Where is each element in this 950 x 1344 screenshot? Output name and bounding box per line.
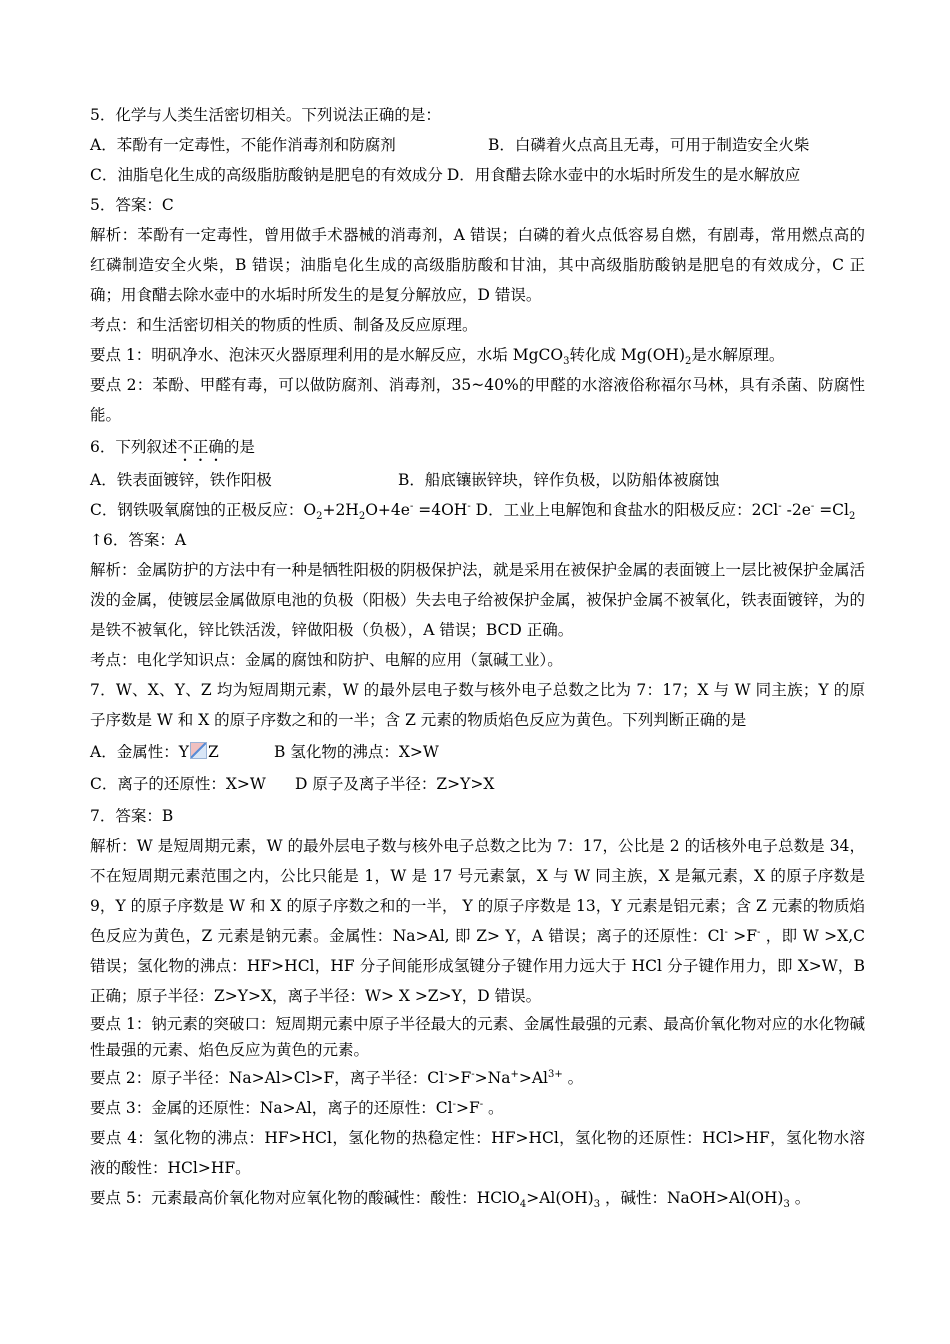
q7-point-1: 要点 1：钠元素的突破口：短周期元素中原子半径最大的元素、金属性最强的元素、最高价氧化物对应的水化物碱性最强的元素、焰色反应为黄色的元素。	[90, 1015, 865, 1059]
q7-option-b: B 氢化物的沸点：X>W	[274, 743, 439, 761]
q7-point-3: 要点 3：金属的还原性：Na>Al，离子的还原性：Cl->F- 。	[90, 1098, 504, 1117]
q5-point-1: 要点 1：明矾净水、泡沫灭火器原理利用的是水解反应，水垢 MgCO$_3$转化成 $Mg(OH)_2$是水解原理。	[90, 346, 785, 368]
q6-answer: ↑6．答案：A	[90, 531, 187, 549]
q6-analysis: 解析：金属防护的方法中有一种是牺牲阳极的阴极保护法，就是采用在被保护金属的表面镀上一层比被保护金属活泼的金属，使镀层金属做原电池的负极（阳极）失去电子给被保护金属，被保护金属不被氧化，铁表面镀锌，为的是铁不被氧化，锌比铁活泼，锌做阳极（负极），A 错误；BCD 正确。	[90, 561, 866, 639]
q7-option-d: D 原子及离子半径：Z>Y>X	[295, 775, 495, 793]
q7-option-c: C．离子的还原性：X>W	[90, 775, 266, 793]
q5-option-c: C．油脂皂化生成的高级脂肪酸钠是肥皂的有效成分	[90, 166, 443, 184]
document-page	[90, 100, 865, 1213]
q5-point-2: 要点 2：苯酚、甲醛有毒，可以做防腐剂、消毒剂，35~40%的甲醛的水溶液俗称福尔马林，具有杀菌、防腐性能。	[90, 376, 865, 424]
q6-options-row-2	[90, 495, 865, 525]
q5-options-row-2	[90, 160, 865, 190]
q7-answer: 7．答案：B	[90, 807, 174, 825]
q7-option-a: A．金属性：Y Z	[90, 743, 219, 761]
q7-options-row-1	[90, 737, 865, 767]
q5-option-b: B．白磷着火点高且无毒，可用于制造安全火柴	[488, 136, 810, 154]
q6-stem: 6．下列叙述不正确的是	[90, 438, 255, 456]
q5-stem: 5．化学与人类生活密切相关。下列说法正确的是：	[90, 106, 441, 124]
q6-options-row-1	[90, 465, 865, 495]
q6-option-c: C．钢铁吸氧腐蚀的正极反应：$O_2+2H_2O+4e^- =4OH^-$	[90, 500, 471, 523]
q7-point-4: 要点 4：氢化物的沸点：HF>HCl，氢化物的热稳定性：HF>HCl，氢化物的还原性：HCl>HF，氢化物水溶液的酸性：HCl>HF。	[90, 1129, 865, 1177]
q5-options-row-1	[90, 130, 865, 160]
broken-image-icon	[190, 742, 207, 759]
q7-options-row-2	[90, 769, 865, 799]
q7-point-5: 要点 5：元素最高价氧化物对应氧化物的酸碱性：酸性：$HClO_4>Al(OH)_3$ ，碱性：$NaOH>Al(OH)_3$ 。	[90, 1189, 811, 1211]
q7-analysis: 解析：W 是短周期元素，W 的最外层电子数与核外电子总数之比为 7：17，公比是 2 的话核外电子总数是 34，不在短周期元素范围之内，公比只能是 1，W 是 17 号元素氯，X 与 W 同主族，X 是氟元素，X 的原子序数是 9，Y 的原子序数是 W 和 X 的原子序数之和的一半， Y 的原子序数是 13，Y 元素是铝元素；含 Z 元素的物质焰色反应为黄色，Z 元素是钠元素。金属性：Na>Al, 即 Z> Y，A 错误；离子的还原性：Cl- >F- ，即 W >X,C 错误；氢化物的沸点：HF>HCl，HF 分子间能形成氢键分子键作用力远大于 HCl 分子键作用力，即 X>W，B 正确；原子半径：Z>Y>X，离子半径：W> X >Z>Y，D 错误。	[90, 837, 865, 1005]
q5-option-a: A．苯酚有一定毒性，不能作消毒剂和防腐剂	[90, 136, 396, 154]
q5-kaodian: 考点：和生活密切相关的物质的性质、制备及反应原理。	[90, 316, 478, 334]
q7-stem: 7．W、X、Y、Z 均为短周期元素，W 的最外层电子数与核外电子总数之比为 7：17；X 与 W 同主族；Y 的原子序数是 W 和 X 的原子序数之和的一半；含 Z 元素的物质焰色反应为黄色。下列判断正确的是	[90, 681, 865, 729]
q6-option-a: A．铁表面镀锌，铁作阳极	[90, 471, 272, 489]
emphasis-not-correct: 不正确	[177, 438, 224, 456]
q6-option-b: B．船底镶嵌锌块，锌作负极，以防船体被腐蚀	[398, 471, 720, 489]
q6-option-d: D．工业上电解饱和食盐水的阳极反应：2Cl- $-2e^- =Cl_2$	[470, 500, 856, 523]
q5-analysis: 解析：苯酚有一定毒性，曾用做手术器械的消毒剂，A 错误；白磷的着火点低容易自燃，有剧毒，常用燃点高的红磷制造安全火柴，B 错误；油脂皂化生成的高级脂肪酸和甘油，其中高级脂肪酸钠是肥皂的有效成分，C 正确；用食醋去除水壶中的水垢时所发生的是复分解放应，D 错误。	[90, 226, 865, 304]
q7-point-2: 要点 2：原子半径：Na>Al>Cl>F，离子半径：$Cl^->F^->Na^+>Al^{3+}$ 。	[90, 1068, 584, 1087]
q5-answer: 5．答案：C	[90, 196, 174, 214]
q6-kaodian: 考点：电化学知识点：金属的腐蚀和防护、电解的应用（氯碱工业）。	[90, 651, 563, 669]
q5-option-d: D．用食醋去除水壶中的水垢时所发生的是水解放应	[446, 166, 801, 184]
